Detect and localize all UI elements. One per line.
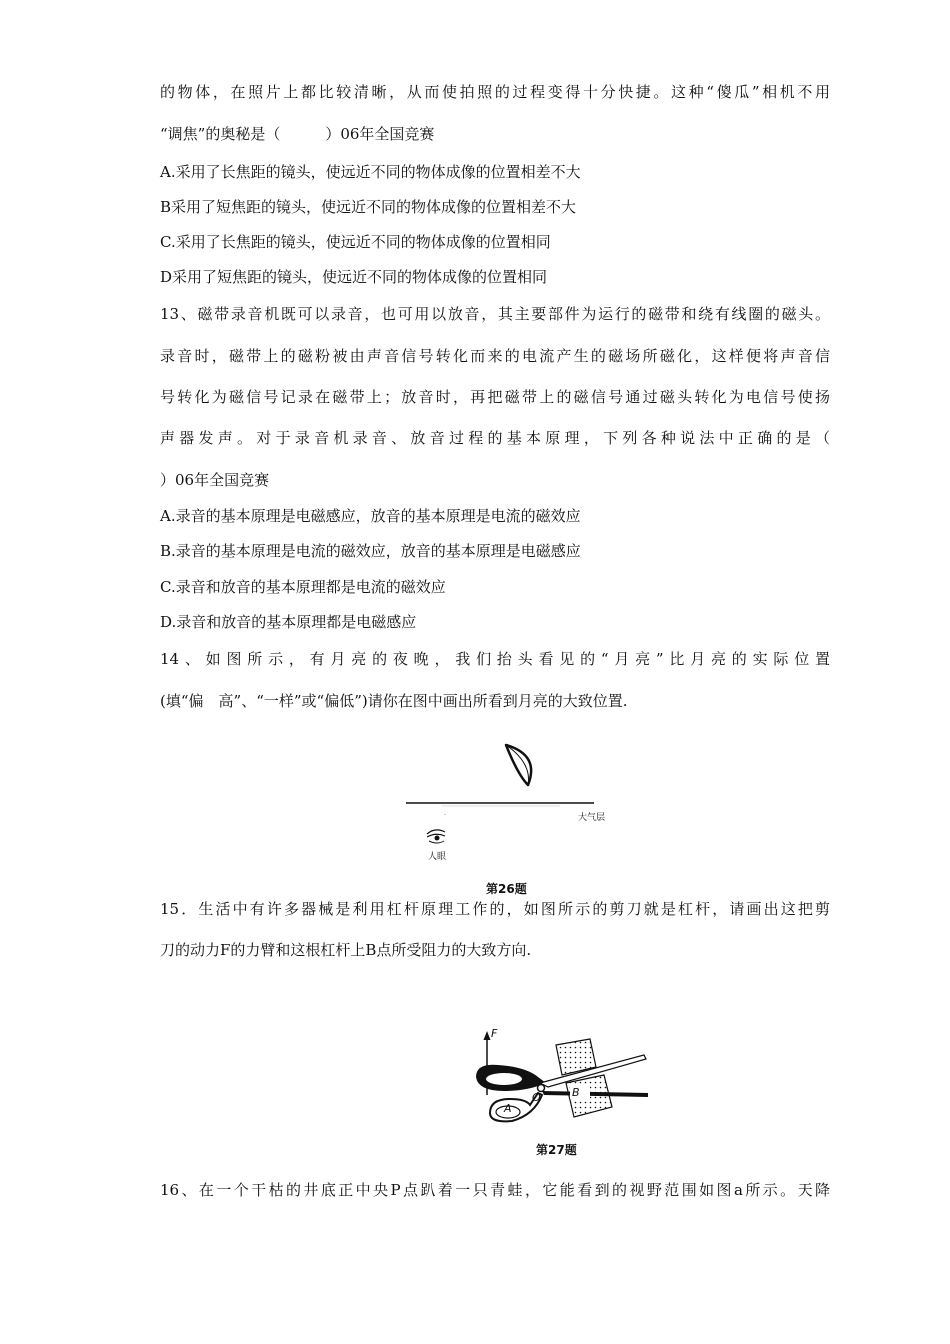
eye-label: 人眼 [428, 852, 447, 862]
q13-option-a: A.录音的基本原理是电磁感应，放音的基本原理是电流的磁效应 [160, 507, 581, 525]
q13-option-d: D.录音和放音的基本原理都是电磁感应 [160, 613, 417, 631]
figure-27-caption: 第27题 [536, 1143, 577, 1157]
q12-option-b: B采用了短焦距的镜头，使远近不同的物体成像的位置相差不大 [160, 198, 577, 216]
q15-line-2: 刀的动力F的力臂和这根杠杆上B点所受阻力的大致方向. [160, 941, 532, 959]
pivot-o-label: O [532, 1091, 541, 1104]
q13-line-1: 13、磁带录音机既可以录音，也可用以放音，其主要部件为运行的磁带和绕有线圈的磁头。 [160, 305, 830, 323]
crescent-moon-icon [506, 745, 531, 785]
q14-line-2: (填“偏 高”、“一样”或“偏低”)请你在图中画出所看到月亮的大致位置. [160, 692, 628, 710]
q14-line-1: 14、如图所示，有月亮的夜晚，我们抬头看见的“月亮”比月亮的实际位置 [160, 650, 830, 668]
q15-line-1: 15．生活中有许多器械是利用杠杆原理工作的，如图所示的剪刀就是杠杆，请画出这把剪 [160, 900, 830, 918]
q12-option-c: C.采用了长焦距的镜头，使远近不同的物体成像的位置相同 [160, 233, 551, 251]
q12-continuation-line-2: “调焦”的奥秘是（ ）06年全国竞赛 [160, 125, 435, 143]
q12-option-d: D采用了短焦距的镜头，使远近不同的物体成像的位置相同 [160, 268, 548, 286]
q13-option-b: B.录音的基本原理是电流的磁效应，放音的基本原理是电磁感应 [160, 542, 581, 560]
eye-icon [427, 830, 445, 843]
q13-line-3: 号转化为磁信号记录在磁带上；放音时，再把磁带上的磁信号通过磁头转化为电信号使扬 [160, 388, 830, 406]
q13-line-2: 录音时，磁带上的磁粉被由声音信号转化而来的电流产生的磁场所磁化，这样便将声音信 [160, 347, 830, 365]
q12-option-a: A.采用了长焦距的镜头，使远近不同的物体成像的位置相差不大 [160, 163, 581, 181]
q13-line-4: 声器发声。对于录音机录音、放音过程的基本原理，下列各种说法中正确的是（ [160, 429, 830, 447]
point-a-label: A [504, 1102, 512, 1115]
svg-text:·: · [444, 812, 446, 819]
q12-continuation-line-1: 的物体，在照片上都比较清晰，从而使拍照的过程变得十分快捷。这种“傻瓜”相机不用 [160, 83, 830, 101]
q16-line-1: 16、在一个干枯的井底正中央P点趴着一只青蛙，它能看到的视野范围如图a所示。天降 [160, 1181, 830, 1199]
scissors-lever-figure [468, 1025, 658, 1150]
moon-atmosphere-figure [400, 735, 610, 865]
q13-option-c: C.录音和放音的基本原理都是电流的磁效应 [160, 578, 446, 596]
atmosphere-label: 大气层 [578, 813, 606, 823]
force-f-label: F [491, 1027, 498, 1040]
figure-26-caption: 第26题 [486, 882, 527, 896]
point-b-label: B [572, 1086, 580, 1099]
q13-line-5: ）06年全国竞赛 [160, 471, 270, 489]
